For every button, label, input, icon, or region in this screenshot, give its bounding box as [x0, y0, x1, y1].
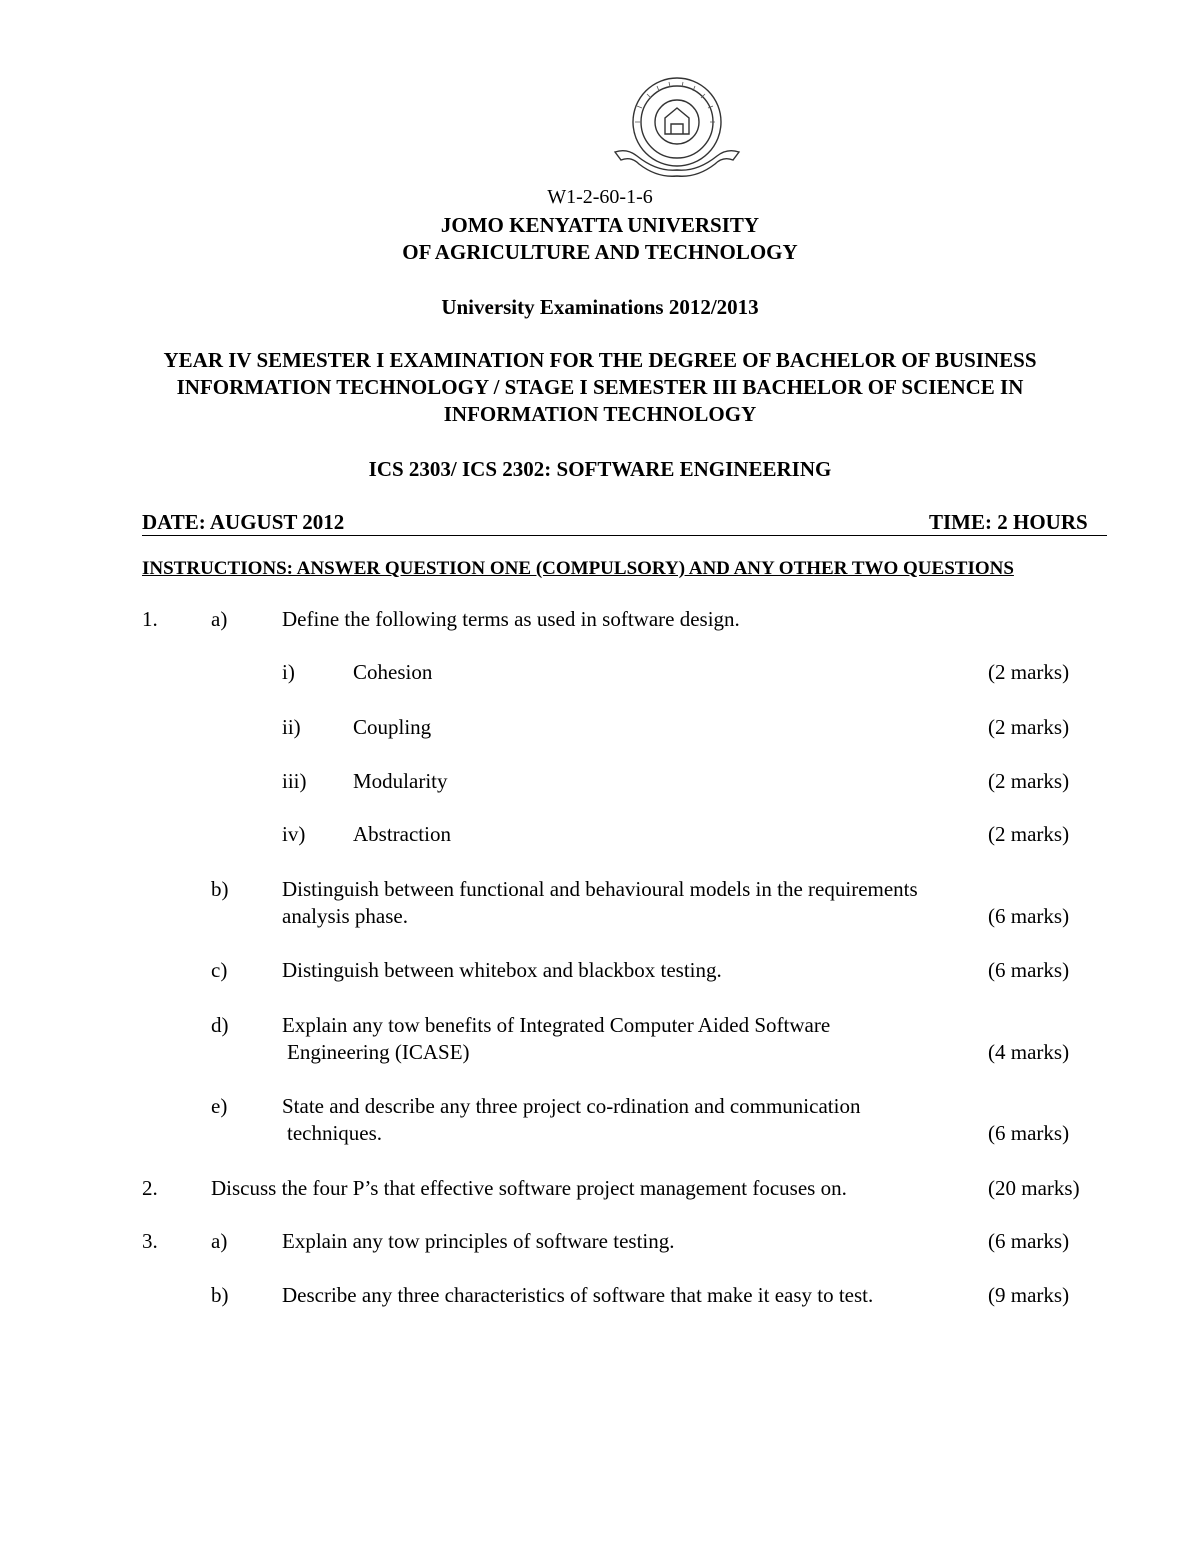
- q1a-item-label: i): [282, 660, 295, 684]
- q1a-item-label: ii): [282, 715, 301, 739]
- q3a-marks: (6 marks): [988, 1229, 1070, 1253]
- q1a-item-label: iv): [282, 822, 306, 846]
- q1e-text-line1: State and describe any three project co-rdination and communication: [282, 1094, 861, 1118]
- q3a-label: a): [211, 1229, 228, 1253]
- q1a-item-marks: (2 marks): [988, 715, 1070, 739]
- instructions: INSTRUCTIONS: ANSWER QUESTION ONE (COMPULSORY) AND ANY OTHER TWO QUESTIONS: [142, 558, 1014, 579]
- q1e-marks: (6 marks): [988, 1121, 1070, 1145]
- question-2-number: 2.: [142, 1176, 158, 1200]
- q1a-item-marks: (2 marks): [988, 660, 1070, 684]
- q3b-text: Describe any three characteristics of software that make it easy to test.: [282, 1283, 874, 1307]
- q1d-text-line1: Explain any tow benefits of Integrated Computer Aided Software: [282, 1013, 831, 1037]
- q1a-item-marks: (2 marks): [988, 769, 1070, 793]
- paper-code: W1-2-60-1-6: [547, 186, 653, 208]
- q1a-item-text: Abstraction: [353, 822, 451, 846]
- question-1-number: 1.: [142, 607, 158, 631]
- q2-marks: (20 marks): [988, 1176, 1080, 1200]
- q1a-item-text: Cohesion: [353, 660, 433, 684]
- q1a-item-text: Coupling: [353, 715, 432, 739]
- university-name-line2: OF AGRICULTURE AND TECHNOLOGY: [402, 240, 798, 264]
- q1c-label: c): [211, 958, 228, 982]
- q1e-text-line2: techniques.: [287, 1121, 383, 1145]
- q1b-text-line2: analysis phase.: [282, 904, 408, 928]
- q1a-text: Define the following terms as used in software design.: [282, 607, 740, 631]
- university-seal-logo: [607, 72, 747, 184]
- q1c-text: Distinguish between whitebox and blackbox testing.: [282, 958, 722, 982]
- date-time-underline: [142, 535, 1107, 536]
- question-3-number: 3.: [142, 1229, 158, 1253]
- degree-line1: YEAR IV SEMESTER I EXAMINATION FOR THE DEGREE OF BACHELOR OF BUSINESS: [163, 348, 1037, 372]
- q1a-item-label: iii): [282, 769, 307, 793]
- course-title: ICS 2303/ ICS 2302: SOFTWARE ENGINEERING: [368, 457, 832, 481]
- q1e-label: e): [211, 1094, 228, 1118]
- q1a-item-text: Modularity: [353, 769, 448, 793]
- q1c-marks: (6 marks): [988, 958, 1070, 982]
- q1b-label: b): [211, 877, 229, 901]
- university-name-line1: JOMO KENYATTA UNIVERSITY: [440, 213, 760, 237]
- exam-time: TIME: 2 HOURS: [929, 510, 1088, 534]
- q1a-item-marks: (2 marks): [988, 822, 1070, 846]
- q1a-label: a): [211, 607, 228, 631]
- q1d-text-line2: Engineering (ICASE): [287, 1040, 470, 1064]
- q2-text: Discuss the four P’s that effective software project management focuses on.: [211, 1176, 847, 1200]
- q1b-marks: (6 marks): [988, 904, 1070, 928]
- q1d-label: d): [211, 1013, 229, 1037]
- q3b-marks: (9 marks): [988, 1283, 1070, 1307]
- exam-session: University Examinations 2012/2013: [441, 295, 759, 319]
- q1d-marks: (4 marks): [988, 1040, 1070, 1064]
- q3a-text: Explain any tow principles of software testing.: [282, 1229, 675, 1253]
- q1b-text-line1: Distinguish between functional and behavioural models in the requirements: [282, 877, 918, 901]
- degree-line2: INFORMATION TECHNOLOGY / STAGE I SEMESTER III BACHELOR OF SCIENCE IN: [176, 375, 1024, 399]
- exam-date: DATE: AUGUST 2012: [142, 510, 345, 534]
- degree-line3: INFORMATION TECHNOLOGY: [443, 402, 757, 426]
- q3b-label: b): [211, 1283, 229, 1307]
